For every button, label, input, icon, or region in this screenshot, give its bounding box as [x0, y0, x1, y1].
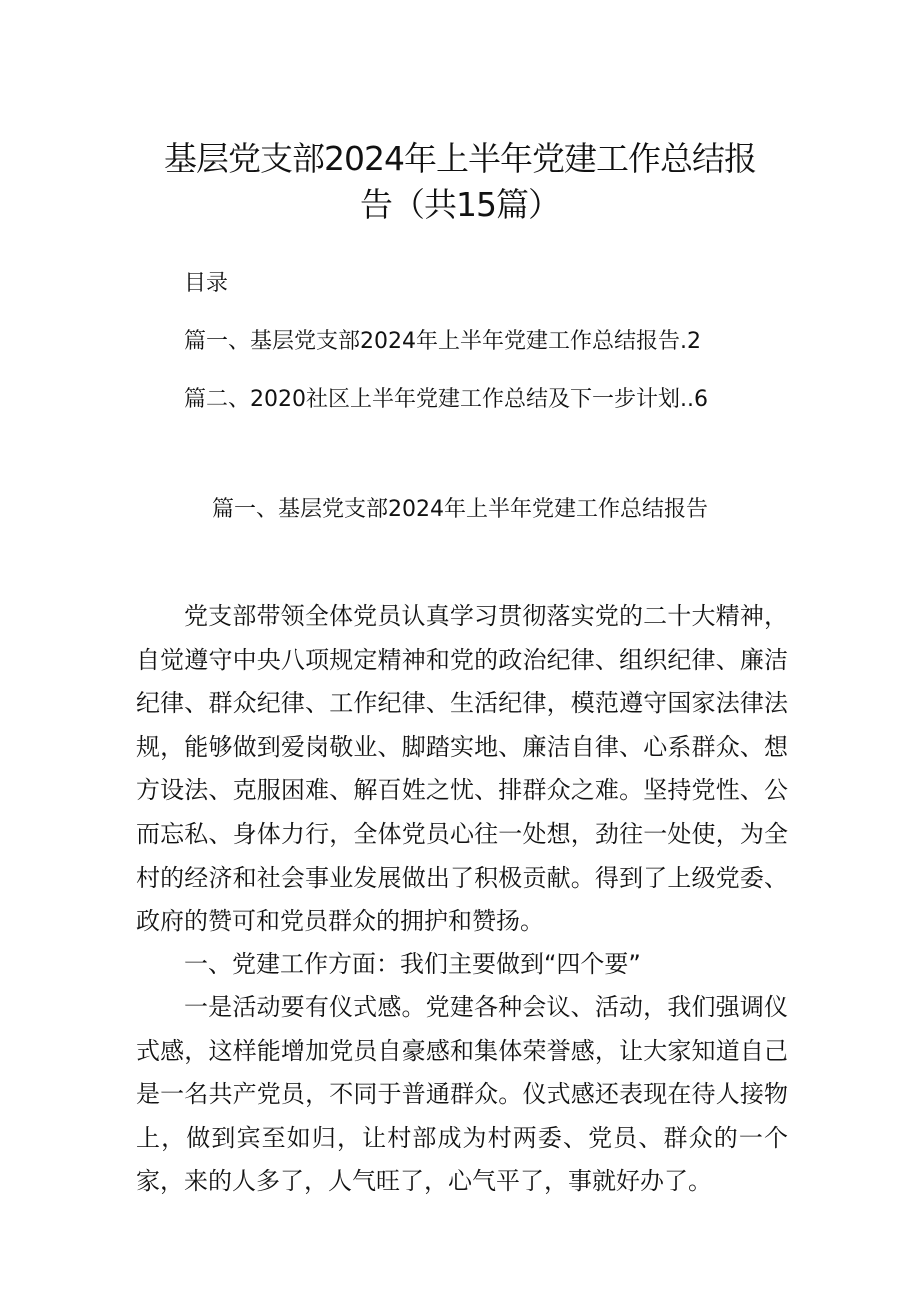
- paragraph-2: 一、党建工作方面：我们主要做到“四个要”: [184, 950, 641, 978]
- document-title-line-2: 告（共15篇）: [360, 185, 560, 224]
- paragraph-3: 一是活动要有仪式感。党建各种会议、活动，我们强调仪式感，这样能增加党员自豪感和集体荣誉感，让大家知道自己是一名共产党员，不同于普通群众。仪式感还表现在待人接物上，做到宾至如归，让村部成为村两委、党员、群众的一个家，来的人多了，人气旺了，心气平了，事就好办了。: [136, 993, 788, 1196]
- toc-item-1[interactable]: 篇一、基层党支部2024年上半年党建工作总结报告.2: [184, 329, 701, 354]
- document-title-line-1: 基层党支部2024年上半年党建工作总结报: [164, 139, 756, 178]
- section-title: 篇一、基层党支部2024年上半年党建工作总结报告: [212, 497, 708, 522]
- toc-item-2[interactable]: 篇二、2020社区上半年党建工作总结及下一步计划..6: [184, 387, 708, 412]
- toc-heading: 目录: [184, 271, 229, 296]
- paragraph-1: 党支部带领全体党员认真学习贯彻落实党的二十大精神，自觉遵守中央八项规定精神和党的政治纪律、组织纪律、廉洁纪律、群众纪律、工作纪律、生活纪律，模范遵守国家法律法规，能够做到爱岗敬业、脚踏实地、廉洁自律、心系群众、想方设法、克服困难、解百姓之忧、排群众之难。坚持党性、公而忘私、身体力行，全体党员心往一处想，劲往一处使，为全村的经济和社会事业发展做出了积极贡献。得到了上级党委、政府的赞可和党员群众的拥护和赞扬。: [136, 602, 788, 936]
